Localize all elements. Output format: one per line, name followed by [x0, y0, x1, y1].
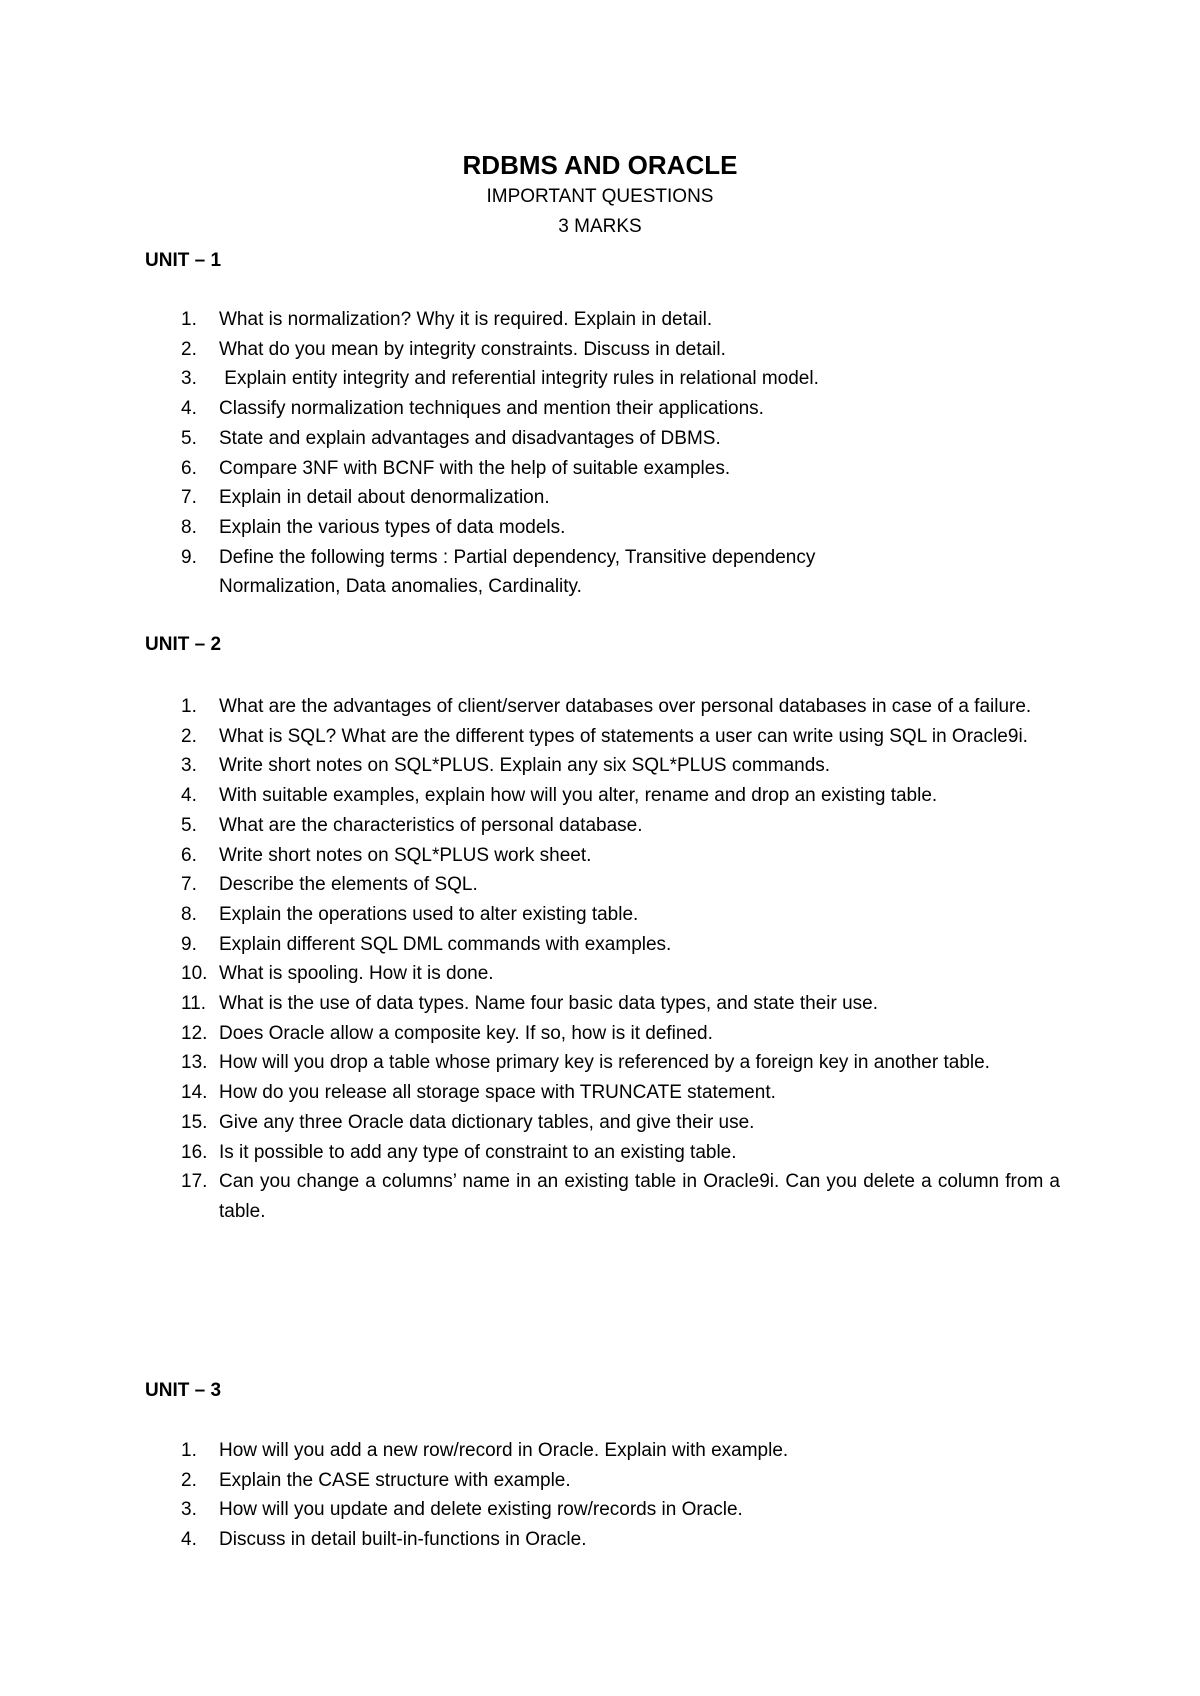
list-item [145, 1466, 1060, 1496]
question-number: 2. [181, 1469, 197, 1491]
list-item [145, 335, 1060, 365]
list-item [145, 1048, 1060, 1078]
list-item [145, 483, 1060, 513]
question-text: State and explain advantages and disadvantages of DBMS. [219, 427, 721, 449]
list-item [145, 959, 1060, 989]
question-text: Does Oracle allow a composite key. If so, how is it defined. [219, 1022, 713, 1044]
question-text: What are the characteristics of personal database. [219, 814, 643, 836]
question-text: Discuss in detail built-in-functions in Oracle. [219, 1529, 587, 1551]
list-item [145, 364, 1060, 394]
list-item [145, 394, 1060, 424]
question-text: What is the use of data types. Name four basic data types, and state their use. [219, 993, 879, 1015]
question-text: Explain in detail about denormalization. [219, 487, 550, 509]
question-text: Give any three Oracle data dictionary tables, and give their use. [219, 1111, 755, 1133]
question-number: 9. [181, 933, 197, 955]
question-number: 10. [181, 963, 208, 985]
question-number: 13. [181, 1052, 208, 1074]
question-number: 4. [181, 398, 197, 420]
question-number: 1. [181, 1440, 197, 1461]
question-text: Compare 3NF with BCNF with the help of suitable examples. [219, 457, 731, 479]
question-text: Can you change a columns’ name in an existing table in Oracle9i. Can you delete a column from a table. [219, 1171, 1060, 1222]
question-number: 6. [181, 457, 197, 479]
question-text: What is SQL? What are the different types of statements a user can write using SQL in Oracle9i. [219, 725, 1028, 747]
question-number: 12. [181, 1022, 208, 1044]
question-number: 16. [181, 1141, 208, 1163]
list-item [145, 1167, 1060, 1226]
question-number: 14. [181, 1082, 208, 1104]
list-item [145, 930, 1060, 960]
list-item [145, 841, 1060, 871]
question-text: How will you update and delete existing row/records in Oracle. [219, 1499, 743, 1521]
question-text: Classify normalization techniques and mention their applications. [219, 398, 764, 420]
question-text: How will you add a new row/record in Oracle. Explain with example. [219, 1440, 789, 1461]
list-item [145, 811, 1060, 841]
question-text: How will you drop a table whose primary key is referenced by a foreign key in another table. [219, 1052, 990, 1074]
question-text: Write short notes on SQL*PLUS. Explain any six SQL*PLUS commands. [219, 755, 831, 777]
document-header [0, 148, 1200, 242]
list-item [145, 454, 1060, 484]
question-text: Explain the CASE structure with example. [219, 1469, 571, 1491]
question-text: Is it possible to add any type of constraint to an existing table. [219, 1141, 737, 1163]
question-text: What do you mean by integrity constraints. Discuss in detail. [219, 338, 726, 360]
unit-2-question-list [145, 692, 1060, 1227]
list-item [145, 1495, 1060, 1525]
list-item [145, 1019, 1060, 1049]
list-item [145, 513, 1060, 543]
question-number: 9. [181, 546, 197, 568]
list-item [145, 900, 1060, 930]
question-number: 1. [181, 309, 197, 330]
question-number: 5. [181, 814, 197, 836]
list-item [145, 1138, 1060, 1168]
question-number: 7. [181, 874, 197, 896]
unit-2-heading: UNIT – 2 [145, 634, 222, 655]
document-marks-label: 3 MARKS [558, 216, 642, 237]
question-text: Describe the elements of SQL. [219, 874, 478, 896]
question-text: What is spooling. How it is done. [219, 963, 494, 985]
question-number: 5. [181, 427, 197, 449]
list-item [145, 1078, 1060, 1108]
question-text: Explain the various types of data models. [219, 516, 566, 538]
question-text: What is normalization? Why it is required. Explain in detail. [219, 309, 713, 330]
list-item [145, 1525, 1060, 1555]
unit-1-heading: UNIT – 1 [145, 250, 222, 271]
question-number: 4. [181, 785, 197, 807]
document-title: RDBMS AND ORACLE [462, 150, 738, 180]
list-item [145, 305, 1060, 335]
question-number: 2. [181, 725, 197, 747]
unit-1-question-list [145, 305, 1060, 602]
document-subtitle: IMPORTANT QUESTIONS [486, 186, 714, 207]
question-number: 6. [181, 844, 197, 866]
list-item [145, 751, 1060, 781]
unit-3-question-list [145, 1436, 1060, 1555]
question-number: 1. [181, 696, 197, 717]
question-number: 2. [181, 338, 197, 360]
list-item [145, 1436, 1060, 1466]
question-text: Define the following terms : Partial dependency, Transitive dependency Normalization, Data anomalies, Cardinality. [219, 546, 816, 598]
question-text: With suitable examples, explain how will you alter, rename and drop an existing table. [219, 785, 938, 807]
question-number: 8. [181, 516, 197, 538]
question-number: 11. [181, 993, 207, 1015]
question-number: 8. [181, 903, 197, 925]
question-text: Explain different SQL DML commands with examples. [219, 933, 672, 955]
question-text: How do you release all storage space with TRUNCATE statement. [219, 1082, 776, 1104]
list-item [145, 692, 1060, 722]
list-item [145, 989, 1060, 1019]
question-number: 15. [181, 1111, 208, 1133]
question-number: 7. [181, 487, 197, 509]
question-number: 3. [181, 755, 197, 777]
unit-3-heading: UNIT – 3 [145, 1380, 222, 1401]
question-text: Write short notes on SQL*PLUS work sheet. [219, 844, 592, 866]
list-item [145, 1108, 1060, 1138]
list-item [145, 781, 1060, 811]
question-number: 4. [181, 1529, 197, 1551]
list-item [145, 870, 1060, 900]
question-text: Explain the operations used to alter existing table. [219, 903, 639, 925]
list-item [145, 543, 1060, 602]
question-text: What are the advantages of client/server databases over personal databases in case of a failure. [219, 696, 1032, 717]
question-number: 3. [181, 368, 197, 390]
list-item [145, 424, 1060, 454]
list-item [145, 722, 1060, 752]
question-text: Explain entity integrity and referential integrity rules in relational model. [219, 368, 819, 390]
question-number: 3. [181, 1499, 197, 1521]
question-number: 17. [181, 1171, 208, 1193]
